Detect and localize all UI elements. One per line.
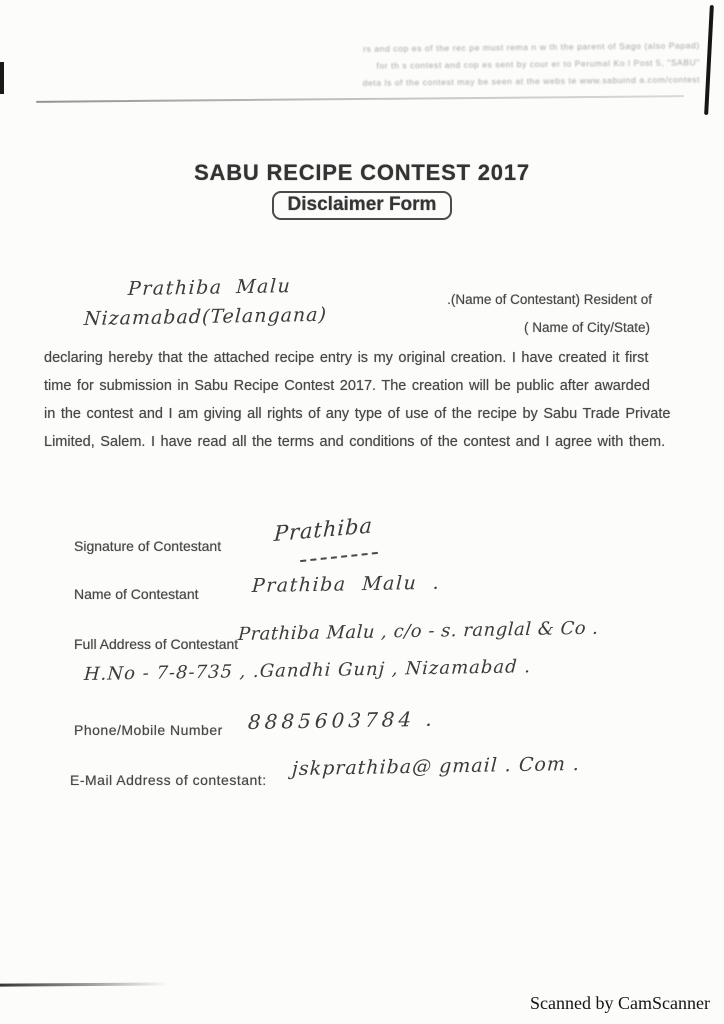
page-title: SABU RECIPE CONTEST 2017 (194, 160, 530, 185)
phone-field-label: Phone/Mobile Number (74, 722, 223, 738)
illegible-header-line: deta ls of the contest may be seen at the webs te www.sabuind a.com/contest (362, 74, 701, 88)
illegible-header-line: for th s contest and cop es sent by cour er to Perumal Ko l Post 5, "SABU" (376, 57, 700, 71)
signature-field-label: Signature of Contestant (74, 538, 222, 554)
declaration-paragraph (44, 350, 692, 462)
city-state-caption: ( Name of City/State) (523, 320, 650, 335)
name-of-contestant-caption: .(Name of Contestant) Resident of (447, 292, 652, 307)
handwritten-signature: Prathiba (273, 513, 374, 547)
handwritten-city-state: Nizamabad(Telangana) (83, 303, 328, 331)
handwritten-email-value: jskprathiba@ gmail . Com . (291, 752, 581, 781)
declaration-line: time for submission in Sabu Recipe Contest 2017. The creation will be public after awarded (44, 378, 650, 394)
illegible-header-print (0, 40, 700, 98)
declaration-line: declaring hereby that the attached recipe entry is my original creation. I have created it first (44, 350, 649, 366)
camscanner-watermark: Scanned by CamScanner (530, 993, 710, 1013)
declaration-line: in the contest and I am giving all rights of any type of use of the recipe by Sabu Trade Private (44, 406, 671, 422)
handwritten-contestant-name: Prathiba Malu (127, 275, 292, 301)
name-field-label: Name of Contestant (74, 586, 199, 602)
subtitle-wrap (0, 191, 724, 220)
address-field-label: Full Address of Contestant (74, 636, 239, 652)
handwritten-name-value: Prathiba Malu . (251, 571, 441, 598)
illegible-header-line: rs and cop es of the rec pe must rema n w th the parent of Sago (also Papad) (363, 40, 700, 54)
handwritten-phone-number: 8885603784 . (247, 706, 437, 735)
scan-artifact-top-right-stroke (704, 5, 714, 115)
scan-artifact-bottom-line (0, 982, 168, 986)
declaration-line: Limited, Salem. I have read all the terms and conditions of the contest and I agree with them. (44, 434, 666, 450)
signature-underline-flourish (300, 552, 378, 562)
disclaimer-form-badge: Disclaimer Form (272, 191, 453, 220)
email-field-label: E-Mail Address of contestant: (70, 772, 267, 788)
handwritten-address-line-1: Prathiba Malu , c/o - s. ranglal & Co . (237, 617, 600, 646)
handwritten-address-line-2: H.No - 7-8-735 , .Gandhi Gunj , Nizamabad . (83, 656, 532, 686)
